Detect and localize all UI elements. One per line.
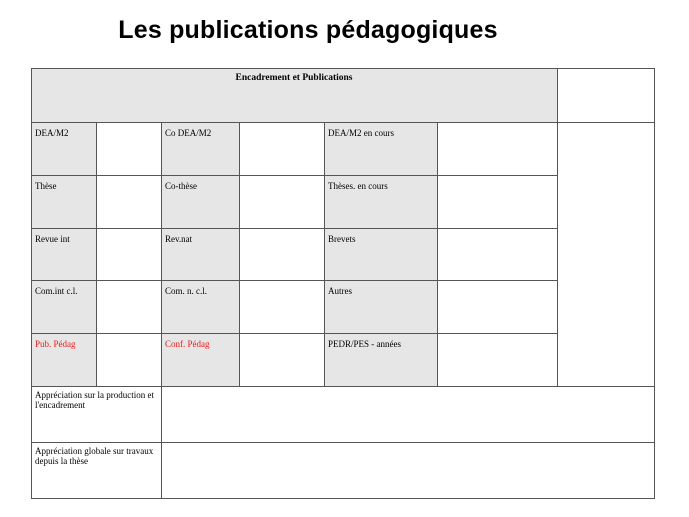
hline-1 — [31, 122, 655, 123]
value-com-int[interactable] — [96, 280, 161, 333]
value-conf-pedag[interactable] — [239, 333, 324, 386]
hline-bottom — [31, 498, 655, 499]
value-com-nat[interactable] — [239, 280, 324, 333]
label-theses-en-cours: Thèses. en cours — [324, 175, 437, 228]
hline-2 — [31, 175, 557, 176]
value-appreciation-globale[interactable] — [161, 442, 654, 498]
hline-7 — [31, 442, 655, 443]
value-appreciation-production[interactable] — [161, 386, 654, 442]
label-co-these: Co-thèse — [161, 175, 239, 228]
vline-c1 — [96, 122, 97, 386]
value-revue-int[interactable] — [96, 228, 161, 280]
value-dea-m2[interactable] — [96, 122, 161, 175]
label-appreciation-production: Appréciation sur la production et l'encadrement — [35, 390, 154, 410]
label-co-dea-m2: Co DEA/M2 — [161, 122, 239, 175]
value-theses-en-cours[interactable] — [437, 175, 557, 228]
value-brevets[interactable] — [437, 228, 557, 280]
value-co-dea-m2[interactable] — [239, 122, 324, 175]
label-autres: Autres — [324, 280, 437, 333]
vline-c2 — [161, 122, 162, 499]
label-appreciation-globale: Appréciation globale sur travaux depuis la thèse — [35, 446, 154, 466]
hline-6 — [31, 386, 655, 387]
hline-top — [31, 68, 655, 69]
value-these[interactable] — [96, 175, 161, 228]
label-rev-nat: Rev.nat — [161, 228, 239, 280]
vline-left — [31, 68, 32, 499]
value-rev-nat[interactable] — [239, 228, 324, 280]
vline-right — [654, 68, 655, 499]
label-dea-m2: DEA/M2 — [31, 122, 96, 175]
vline-c3 — [239, 122, 240, 386]
label-pub-pedag: Pub. Pédag — [31, 333, 96, 386]
slide-title: Les publications pédagogiques — [118, 16, 498, 44]
value-pedr-pes[interactable] — [437, 333, 557, 386]
vline-c6 — [557, 68, 558, 386]
label-conf-pedag: Conf. Pédag — [161, 333, 239, 386]
label-dea-m2-en-cours: DEA/M2 en cours — [324, 122, 437, 175]
value-autres[interactable] — [437, 280, 557, 333]
label-pedr-pes: PEDR/PES - années — [324, 333, 437, 386]
value-co-these[interactable] — [239, 175, 324, 228]
label-brevets: Brevets — [324, 228, 437, 280]
label-revue-int: Revue int — [31, 228, 96, 280]
table-header-label: Encadrement et Publications — [235, 73, 353, 83]
table-header-cell — [31, 68, 557, 122]
header-right-cell[interactable] — [557, 68, 654, 122]
label-com-int: Com.int c.l. — [31, 280, 96, 333]
grid-right-cell[interactable] — [557, 122, 654, 386]
label-com-nat: Com. n. c.l. — [161, 280, 239, 333]
label-these: Thèse — [31, 175, 96, 228]
value-pub-pedag[interactable] — [96, 333, 161, 386]
vline-c4 — [324, 122, 325, 386]
hline-5 — [31, 333, 557, 334]
hline-4 — [31, 280, 557, 281]
value-dea-m2-en-cours[interactable] — [437, 122, 557, 175]
vline-c5 — [437, 122, 438, 386]
hline-3 — [31, 228, 557, 229]
